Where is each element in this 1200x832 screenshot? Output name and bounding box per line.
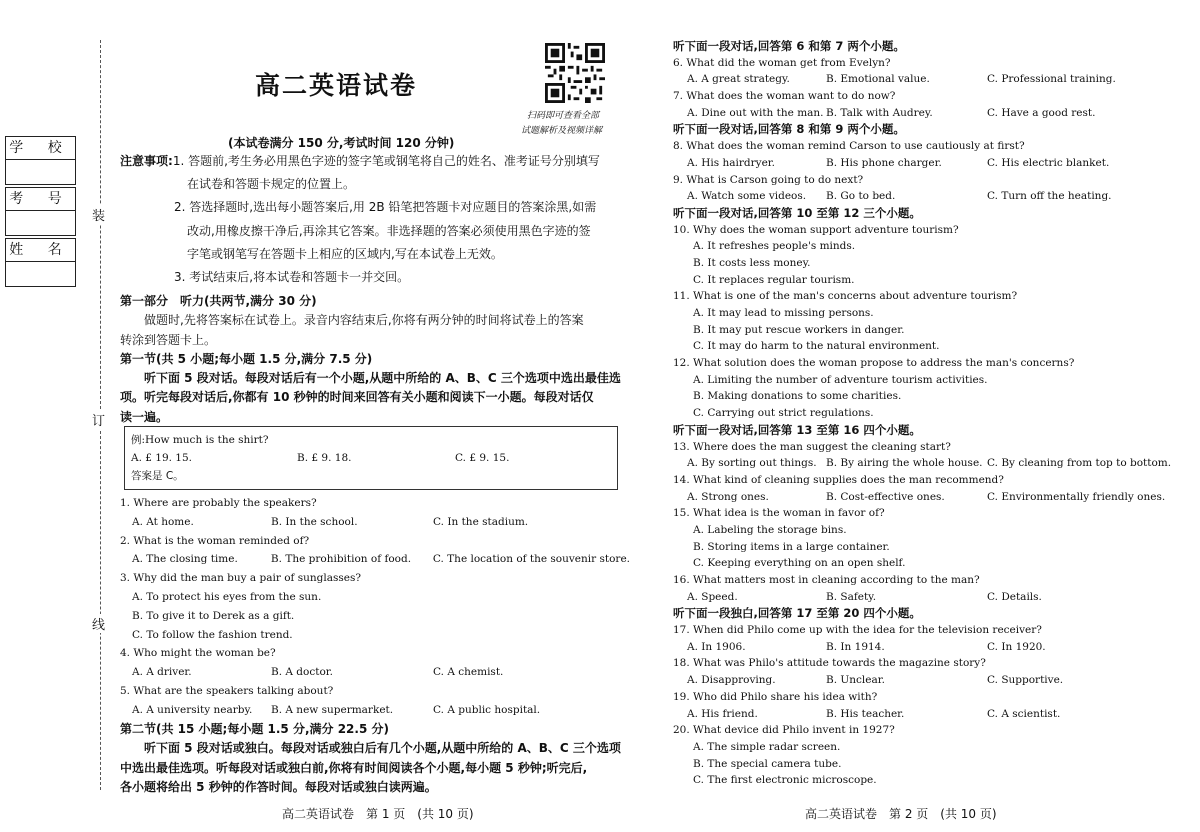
option-b: B. His teacher.: [826, 707, 905, 720]
question: 19. Who did Philo share his idea with?: [673, 690, 878, 703]
option-1c: C. In the stadium.: [433, 515, 529, 528]
option-3c: C. To follow the fashion trend.: [132, 628, 293, 641]
exam-info: (本试卷满分 150 分,考试时间 120 分钟): [228, 136, 455, 150]
notes-line: 1. 答题前,考生务必用黑色字迹的签字笔或钢笔将自己的姓名、准考证号分别填写: [172, 154, 600, 168]
option: A. It may lead to missing persons.: [693, 307, 874, 319]
part1-intro-line: 转涂到答题卡上。: [120, 332, 217, 347]
question: 8. What does the woman remind Carson to use cautiously at first?: [673, 140, 1025, 153]
option-c: C. His electric blanket.: [987, 156, 1110, 169]
qr-caption-line-1: 扫码即可查看全部: [527, 111, 600, 121]
option: A. Labeling the storage bins.: [693, 523, 847, 536]
option-b: B. Emotional value.: [826, 73, 930, 86]
option-c: C. A scientist.: [987, 707, 1061, 720]
notes-line: 2. 答选择题时,选出每小题答案后,用 2B 铅笔把答题卡对应题目的答案涂黑,如需: [174, 200, 597, 215]
option-a: A. Dine out with the man.: [687, 106, 824, 119]
example-box: [124, 426, 618, 490]
page-title: 高二英语试卷: [255, 71, 418, 100]
option-a: A. Speed.: [687, 590, 738, 603]
option-row: [673, 489, 1173, 506]
right-column: [673, 38, 1173, 789]
example-question: 例:How much is the shirt?: [131, 434, 269, 446]
section1-intro-line: 读一遍。: [120, 409, 169, 424]
option-5a: A. A university nearby.: [132, 703, 253, 716]
option-row: [673, 455, 1173, 472]
option-row: [673, 71, 1173, 88]
option-a: A. Watch some videos.: [687, 190, 807, 203]
option: A. It refreshes people's minds.: [693, 240, 856, 253]
question-4: 4. Who might the woman be?: [120, 647, 276, 660]
option-3b: B. To give it to Derek as a gift.: [132, 609, 295, 622]
option: B. Storing items in a large container.: [693, 540, 890, 553]
exam-number-blank: [6, 211, 75, 235]
option-c: C. Supportive.: [987, 674, 1064, 687]
option-4a: A. A driver.: [132, 666, 192, 679]
option-2a: A. The closing time.: [132, 553, 238, 566]
option-row: [673, 706, 1173, 723]
example-answer: 答案是 C。: [131, 470, 184, 482]
question: 6. What did the woman get from Evelyn?: [673, 56, 891, 69]
option-5b: B. A new supermarket.: [271, 703, 394, 716]
question: 13. Where does the man suggest the cleaning start?: [673, 440, 951, 453]
option: B. Making donations to some charities.: [693, 390, 902, 403]
exam-number-field: [5, 187, 76, 236]
option-c: C. Details.: [987, 590, 1042, 603]
option: C. Carrying out strict regulations.: [693, 407, 874, 420]
question: 16. What matters most in cleaning according to the man?: [673, 574, 980, 586]
section-heading: 听下面一段对话,回答第 10 至第 12 三个小题。: [673, 205, 921, 220]
question: 14. What kind of cleaning supplies does the man recommend?: [673, 473, 1004, 486]
part1-block: [120, 292, 630, 427]
option-1a: A. At home.: [132, 515, 194, 528]
section2-intro-line: 中选出最佳选项。听每段对话或独白前,你将有时间阅读各个小题,每小题 5 秒钟;听完后,: [120, 760, 588, 775]
notes-line: 3. 考试结束后,将本试卷和答题卡一并交回。: [174, 270, 410, 285]
footer-page-2: 高二英语试卷 第 2 页 (共 10 页): [805, 807, 997, 821]
notes-line: 字笔或钢笔写在答题卡上相应的区域内,写在本试卷上无效。: [187, 246, 503, 261]
section2-block: [120, 720, 630, 797]
option-a: A. In 1906.: [687, 640, 746, 653]
question: 17. When did Philo come up with the idea for the television receiver?: [673, 624, 1042, 637]
example-option-a: A. £ 19. 15.: [131, 452, 193, 464]
option-a: A. His friend.: [687, 707, 758, 720]
section-heading: 听下面一段对话,回答第 8 和第 9 两个小题。: [673, 122, 905, 137]
option: C. It replaces regular tourism.: [693, 273, 855, 286]
name-field: [5, 238, 76, 287]
example-option-c: C. £ 9. 15.: [455, 452, 510, 464]
section-heading: 听下面一段对话,回答第 13 至第 16 四个小题。: [673, 422, 921, 437]
question-5: 5. What are the speakers talking about?: [120, 684, 334, 697]
section1-intro-line: 听下面 5 段对话。每段对话后有一个小题,从题中所给的 A、B、C 三个选项中选出最佳选: [144, 371, 621, 386]
option-c: C. Have a good rest.: [987, 106, 1096, 119]
question: 7. What does the woman want to do now?: [673, 90, 896, 103]
option-b: B. In 1914.: [826, 640, 885, 653]
question: 10. Why does the woman support adventure tourism?: [673, 223, 959, 236]
option-row: [673, 155, 1173, 172]
question: 18. What was Philo's attitude towards the magazine story?: [673, 657, 986, 670]
school-blank: [6, 160, 75, 184]
option-c: C. In 1920.: [987, 640, 1046, 653]
option-b: B. Cost-effective ones.: [826, 490, 945, 503]
option-b: B. By airing the whole house.: [826, 457, 983, 470]
school-field: [5, 136, 76, 185]
option-2c: C. The location of the souvenir store.: [432, 553, 630, 566]
qr-code-icon: [545, 43, 605, 103]
option-row: [673, 589, 1173, 606]
option-a: A. A great strategy.: [687, 73, 790, 86]
option-5c: C. A public hospital.: [433, 703, 541, 716]
left-questions: [120, 494, 630, 720]
footer-page-1: 高二英语试卷 第 1 页 (共 10 页): [282, 807, 474, 821]
option-a: A. Strong ones.: [687, 490, 769, 503]
option-1b: B. In the school.: [271, 515, 358, 528]
part1-intro-line: 做题时,先将答案标在试卷上。录音内容结束后,你将有两分钟的时间将试卷上的答案: [144, 313, 584, 328]
option-a: A. By sorting out things.: [687, 457, 817, 470]
option-row: [673, 672, 1173, 689]
option-c: C. Professional training.: [987, 73, 1116, 86]
section2-intro-line: 听下面 5 段对话或独白。每段对话或独白后有几个小题,从题中所给的 A、B、C 三个选项: [144, 741, 621, 756]
option-b: B. Talk with Audrey.: [826, 106, 933, 119]
question: 15. What idea is the woman in favor of?: [673, 507, 885, 520]
question-1: 1. Where are probably the speakers?: [120, 497, 317, 509]
option: A. The simple radar screen.: [693, 740, 841, 753]
section1-heading: 第一节(共 5 小题;每小题 1.5 分,满分 7.5 分): [120, 351, 373, 366]
option: A. Limiting the number of adventure tourism activities.: [693, 373, 988, 386]
notes-line: 改动,用橡皮擦干净后,再涂其它答案。非选择题的答案必须使用黑色字迹的签: [187, 223, 591, 238]
section2-heading: 第二节(共 15 小题;每小题 1.5 分,满分 22.5 分): [120, 722, 389, 736]
example-option-b: B. £ 9. 18.: [297, 452, 352, 464]
question: 20. What device did Philo invent in 1927?: [673, 724, 895, 737]
option: B. It costs less money.: [693, 256, 811, 269]
binding-char-zhuang: 装: [92, 205, 105, 224]
section-heading: 听下面一段独白,回答第 17 至第 20 四个小题。: [673, 606, 921, 621]
question-2: 2. What is the woman reminded of?: [120, 534, 310, 547]
option-c: C. Turn off the heating.: [987, 190, 1112, 203]
name-blank: [6, 262, 75, 286]
option-b: B. Go to bed.: [826, 190, 896, 203]
option-4b: B. A doctor.: [271, 666, 333, 679]
option: C. The first electronic microscope.: [693, 774, 877, 787]
option-c: C. Environmentally friendly ones.: [987, 490, 1166, 503]
option-a: A. Disapproving.: [687, 674, 776, 687]
binding-char-xian: 线: [92, 614, 105, 633]
notes-line: 在试卷和答题卡规定的位置上。: [187, 177, 356, 192]
school-label: 学 校: [6, 137, 75, 160]
option-row: [673, 105, 1173, 122]
option-c: C. By cleaning from top to bottom.: [987, 457, 1172, 470]
section-heading: 听下面一段对话,回答第 6 和第 7 两个小题。: [673, 39, 905, 53]
part1-heading: 第一部分 听力(共两节,满分 30 分): [120, 294, 317, 308]
option-row: [673, 639, 1173, 656]
option-b: B. Safety.: [826, 590, 877, 603]
notes-heading: 注意事项:: [120, 154, 173, 168]
binding-char-ding: 订: [92, 410, 105, 429]
question-3: 3. Why did the man buy a pair of sunglasses?: [120, 572, 362, 585]
option-a: A. His hairdryer.: [687, 156, 775, 169]
name-label: 姓 名: [6, 239, 75, 262]
option: C. It may do harm to the natural environment.: [693, 340, 940, 353]
option-row: [673, 188, 1173, 205]
question: 9. What is Carson going to do next?: [673, 173, 864, 186]
question: 11. What is one of the man's concerns about adventure tourism?: [673, 290, 1018, 303]
option-b: B. His phone charger.: [826, 156, 942, 169]
option: B. The special camera tube.: [693, 757, 842, 770]
notes-block: [120, 150, 630, 289]
option: C. Keeping everything on an open shelf.: [693, 557, 906, 570]
exam-number-label: 考 号: [6, 188, 75, 211]
option-b: B. Unclear.: [826, 674, 885, 687]
question: 12. What solution does the woman propose to address the man's concerns?: [673, 357, 1075, 370]
option-3a: A. To protect his eyes from the sun.: [132, 590, 322, 603]
section1-intro-line: 项。听完每段对话后,你都有 10 秒钟的时间来回答有关小题和阅读下一小题。每段对话仅: [120, 390, 594, 405]
option: B. It may put rescue workers in danger.: [693, 323, 905, 336]
option-2b: B. The prohibition of food.: [270, 553, 412, 566]
qr-caption-line-2: 试题解析及视频详解: [521, 126, 603, 136]
option-4c: C. A chemist.: [433, 666, 504, 679]
section2-intro-line: 各小题将给出 5 秒钟的作答时间。每段对话或独白读两遍。: [120, 779, 437, 794]
